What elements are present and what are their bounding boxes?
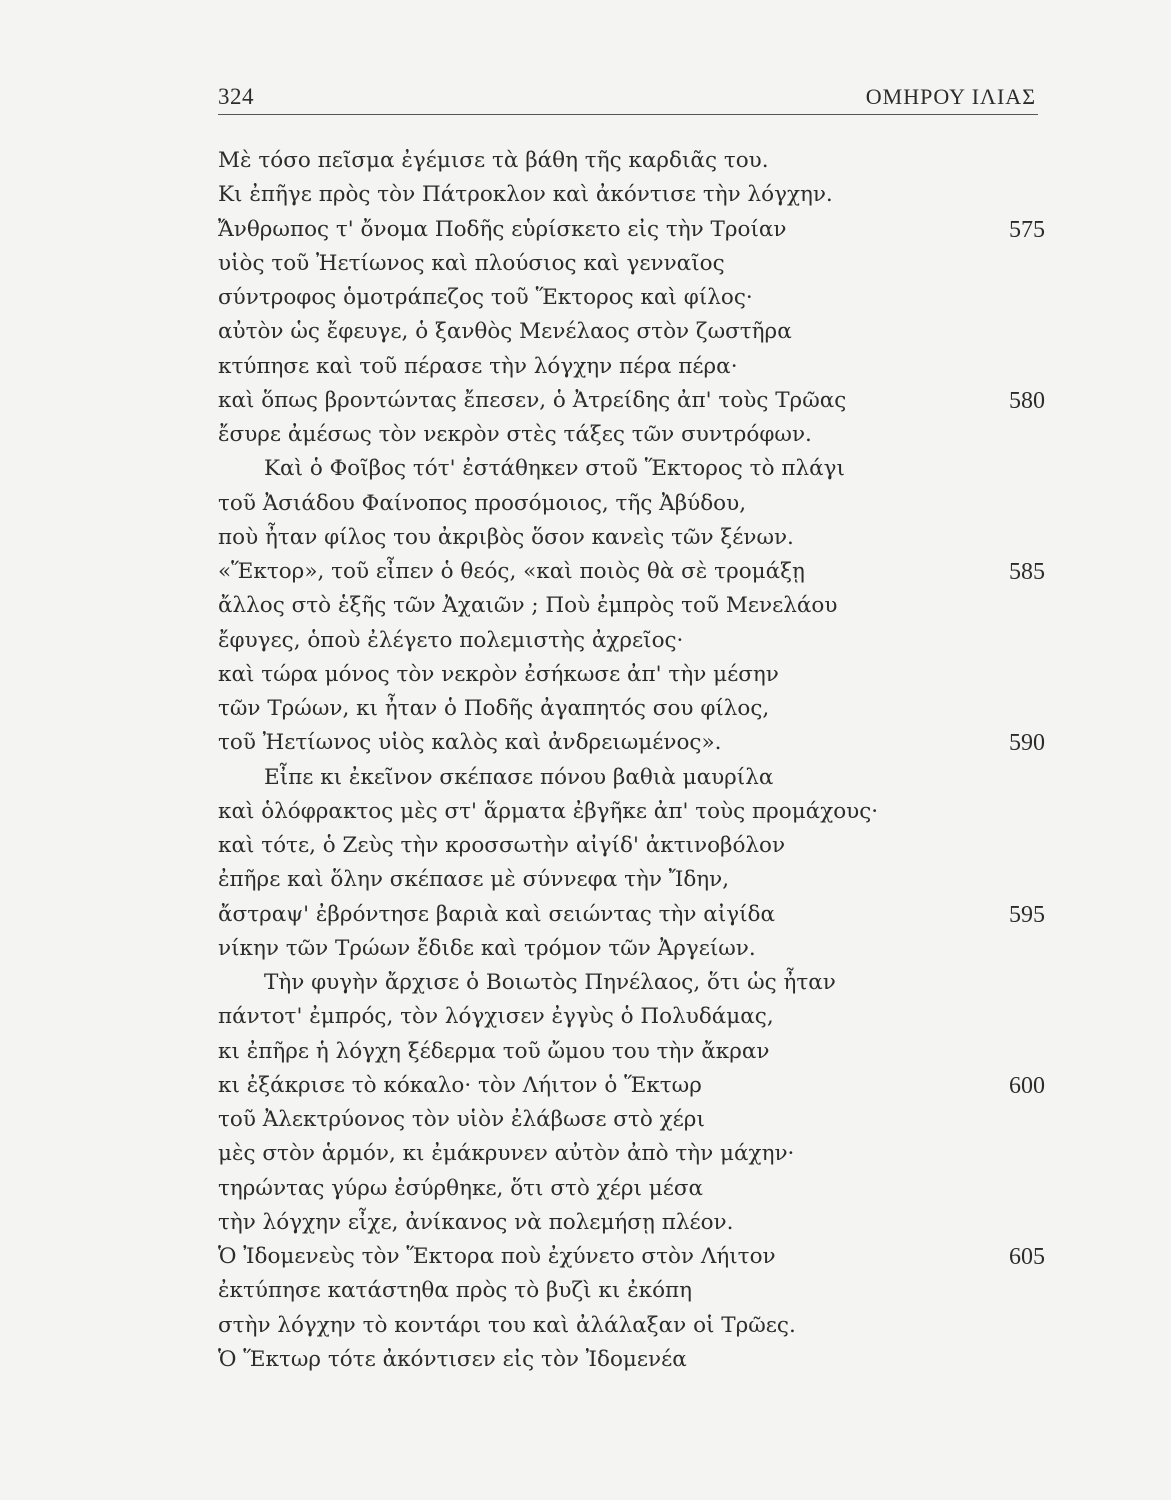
verse-line: [218, 247, 1048, 281]
verse-line: [218, 144, 1048, 178]
verse-line-text: μὲς στὸν ἁρμόν, κι ἐμάκρυνεν αὐτὸν ἀπὸ τὴν μάχην·: [218, 1141, 795, 1167]
verse-line-text: «Ἕκτορ», τοῦ εἶπεν ὁ θεός, «καὶ ποιὸς θὰ σὲ τρομάξῃ: [218, 559, 805, 584]
verse-line-text: καὶ τώρα μόνος τὸν νεκρὸν ἐσήκωσε ἀπ' τὴν μέσην: [218, 661, 779, 687]
verse-line: [218, 1035, 1048, 1069]
verse-line: [218, 1309, 1048, 1343]
page-number: 324: [218, 84, 254, 109]
verse-line-text: ἔσυρε ἀμέσως τὸν νεκρὸν στὲς τάξες τῶν συντρόφων.: [218, 422, 812, 447]
verse-text: [218, 144, 1048, 1377]
verse-line-text: τῶν Τρώων, κι ἦταν ὁ Ποδῆς ἀγαπητός σου φίλος,: [218, 696, 770, 721]
verse-line-text: Καὶ ὁ Φοῖβος τότ' ἐστάθηκεν στοῦ Ἕκτορος τὸ πλάγι: [264, 456, 845, 482]
verse-line: [218, 452, 1048, 486]
verse-line: [218, 658, 1048, 692]
line-number: 585: [1009, 559, 1045, 585]
verse-line-text: κι ἐξάκρισε τὸ κόκαλο· τὸν Λήιτον ὁ Ἕκτωρ: [218, 1072, 702, 1098]
verse-line-text: Κι ἐπῆγε πρὸς τὸν Πάτροκλον καὶ ἀκόντισε τὴν λόγχην.: [218, 182, 833, 208]
verse-line: [218, 418, 1048, 452]
verse-line: [218, 384, 1048, 418]
verse-line-text: ἄλλος στὸ ἑξῆς τῶν Ἀχαιῶν ; Ποὺ ἐμπρὸς τοῦ Μενελάου: [218, 593, 838, 619]
verse-line: [218, 1343, 1048, 1377]
verse-line: [218, 350, 1048, 384]
verse-line: [218, 521, 1048, 555]
verse-line-text: ἐπῆρε καὶ ὅλην σκέπασε μὲ σύννεφα τὴν Ἴδην,: [218, 867, 730, 893]
verse-line-text: Ὁ Ἰδομενεὺς τὸν Ἕκτορα ποὺ ἐχύνετο στὸν Λήιτον: [218, 1244, 776, 1269]
verse-line: [218, 863, 1048, 897]
verse-line: [218, 692, 1048, 726]
verse-line-text: κι ἐπῆρε ἡ λόγχη ξέδερμα τοῦ ὤμου του τὴν ἄκραν: [218, 1038, 770, 1064]
verse-line: [218, 281, 1048, 315]
verse-line: [218, 1206, 1048, 1240]
verse-line-text: Εἶπε κι ἐκεῖνον σκέπασε πόνου βαθιὰ μαυρίλα: [264, 764, 774, 790]
verse-line: [218, 315, 1048, 349]
verse-line: [218, 932, 1048, 966]
verse-line: [218, 487, 1048, 521]
verse-line: [218, 761, 1048, 795]
verse-line-text: Τὴν φυγὴν ἄρχισε ὁ Βοιωτὸς Πηνέλαος, ὅτι ὡς ἦταν: [264, 970, 836, 995]
line-number: 595: [1009, 901, 1045, 928]
line-number: 580: [1009, 387, 1045, 414]
verse-line-text: πάντοτ' ἐμπρός, τὸν λόγχισεν ἐγγὺς ὁ Πολυδάμας,: [218, 1004, 774, 1030]
verse-line-text: καὶ ὅπως βροντώντας ἔπεσεν, ὁ Ἀτρείδης ἀπ' τοὺς Τρῶας: [218, 387, 847, 413]
verse-line-text: νίκην τῶν Τρώων ἔδιδε καὶ τρόμον τῶν Ἀργείων.: [218, 935, 756, 961]
verse-line-text: Ἄνθρωπος τ' ὄνομα Ποδῆς εὑρίσκετο εἰς τὴν Τροίαν: [218, 216, 787, 242]
verse-line: [218, 178, 1048, 212]
book-title: ΟΜΗΡΟΥ ΙΛΙΑΣ: [865, 84, 1036, 109]
verse-line: [218, 966, 1048, 1000]
verse-line: [218, 624, 1048, 658]
verse-line: [218, 829, 1048, 863]
verse-line-text: ἄστραψ' ἐβρόντησε βαριὰ καὶ σειώντας τὴν αἰγίδα: [218, 901, 775, 927]
verse-line: [218, 1274, 1048, 1308]
verse-line-text: καὶ ὁλόφρακτος μὲς στ' ἅρματα ἐβγῆκε ἀπ' τοὺς προμάχους·: [218, 798, 879, 824]
running-head: [218, 78, 1038, 115]
line-number: 605: [1009, 1244, 1045, 1270]
line-number: 575: [1009, 216, 1045, 243]
verse-line: [218, 589, 1048, 623]
line-number: 590: [1009, 730, 1045, 757]
verse-line: [218, 1000, 1048, 1034]
verse-line: [218, 555, 1048, 589]
verse-line-text: καὶ τότε, ὁ Ζεὺς τὴν κροσσωτὴν αἰγίδ' ἀκτινοβόλον: [218, 833, 786, 858]
verse-line-text: ἐκτύπησε κατάστηθα πρὸς τὸ βυζὶ κι ἐκόπη: [218, 1278, 693, 1304]
verse-line-text: τοῦ Ἀλεκτρύονος τὸν υἱὸν ἐλάβωσε στὸ χέρι: [218, 1107, 705, 1132]
verse-line-text: τοῦ Ἠετίωνος υἱὸς καλὸς καὶ ἀνδρειωμένος».: [218, 730, 722, 756]
verse-line-text: Ὁ Ἕκτωρ τότε ἀκόντισεν εἰς τὸν Ἰδομενέα: [218, 1346, 687, 1372]
verse-line-text: τὴν λόγχην εἶχε, ἀνίκανος νὰ πολεμήσῃ πλέον.: [218, 1209, 734, 1235]
verse-line: [218, 898, 1048, 932]
verse-line: [218, 213, 1048, 247]
verse-line-text: σύντροφος ὁμοτράπεζος τοῦ Ἕκτορος καὶ φίλος·: [218, 285, 753, 310]
verse-line: [218, 1103, 1048, 1137]
verse-line: [218, 1069, 1048, 1103]
verse-line-text: τοῦ Ἀσιάδου Φαίνοπος προσόμοιος, τῆς Ἀβύδου,: [218, 490, 747, 516]
verse-line-text: Μὲ τόσο πεῖσμα ἐγέμισε τὰ βάθη τῆς καρδιᾶς του.: [218, 148, 769, 173]
verse-line-text: τηρώντας γύρω ἐσύρθηκε, ὅτι στὸ χέρι μέσα: [218, 1175, 704, 1201]
verse-line: [218, 1137, 1048, 1171]
verse-line: [218, 726, 1048, 760]
verse-line-text: κτύπησε καὶ τοῦ πέρασε τὴν λόγχην πέρα πέρα·: [218, 353, 738, 379]
verse-line-text: ποὺ ἦταν φίλος του ἀκριβὸς ὅσον κανεὶς τῶν ξένων.: [218, 524, 794, 550]
verse-line-text: ἔφυγες, ὁποὺ ἐλέγετο πολεμιστὴς ἀχρεῖος·: [218, 627, 684, 653]
verse-line-text: υἱὸς τοῦ Ἠετίωνος καὶ πλούσιος καὶ γενναῖος: [218, 250, 725, 276]
verse-line-text: στὴν λόγχην τὸ κοντάρι του καὶ ἀλάλαξαν οἱ Τρῶες.: [218, 1312, 796, 1338]
verse-line-text: αὐτὸν ὡς ἔφευγε, ὁ ξανθὸς Μενέλαος στὸν ζωστῆρα: [218, 319, 792, 345]
verse-line: [218, 1240, 1048, 1274]
verse-line: [218, 795, 1048, 829]
verse-line: [218, 1172, 1048, 1206]
line-number: 600: [1009, 1072, 1045, 1099]
